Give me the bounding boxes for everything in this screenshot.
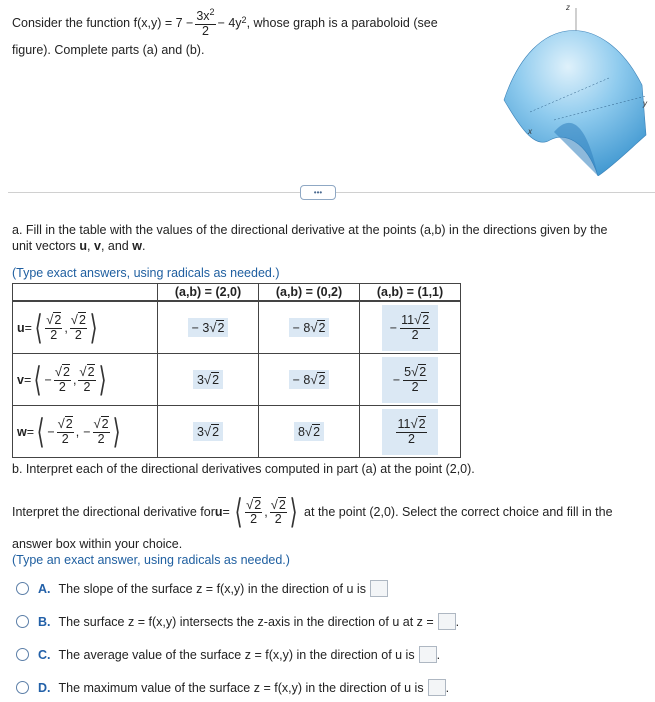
interpret-line: Interpret the directional derivative for u = ⟨ $\frac{√2}{2}$ , $\frac{√2}{2}$ ⟩ at the point (2,0). Select the correct choice and fill in the <box>12 493 613 531</box>
paraboloid-surface <box>504 30 646 176</box>
col-header-1: (a,b) = (2,0) <box>158 284 259 302</box>
vector-v-cell: v = ⟨ − $\frac{√2}{2}$ , $\frac{√2}{2}$ ⟩ <box>13 354 158 406</box>
answer-box[interactable]: − 8 √2 <box>289 318 330 337</box>
vector-label: v <box>17 372 24 387</box>
intro-post-b: , whose graph is a paraboloid (see <box>246 16 438 30</box>
radio-button[interactable] <box>16 582 29 595</box>
answer-cell <box>158 406 259 458</box>
x-axis-label: x <box>528 127 532 136</box>
option-text: The average value of the surface z = f(x,y) in the direction of u is <box>58 647 415 662</box>
table-row <box>13 301 461 354</box>
answer-cell <box>158 354 259 406</box>
directional-derivative-table <box>12 283 461 458</box>
part-a-note: (Type exact answers, using radicals as needed.) <box>12 266 280 280</box>
paraboloid-figure <box>494 0 654 176</box>
table-row <box>13 354 461 406</box>
option-a[interactable] <box>16 580 388 597</box>
option-c[interactable]: C. The average value of the surface z = f(x,y) in the direction of u is . <box>16 646 440 663</box>
answer-box[interactable]: − 3 √2 <box>188 318 229 337</box>
coefficient-fraction: $\frac{3x^2}{2}$ <box>196 7 215 38</box>
problem-line-2: figure). Complete parts (a) and (b). <box>12 43 205 57</box>
answer-box[interactable]: 8 √2 <box>294 422 324 441</box>
part-a-instruction: a. Fill in the table with the values of the directional derivative at the points (a,b) in the directions given by the unit vectors u, v, and w. <box>12 223 608 253</box>
answer-cell <box>259 406 360 458</box>
option-d[interactable]: D. The maximum value of the surface z = f(x,y) in the direction of u is . <box>16 679 449 696</box>
radio-button[interactable] <box>16 648 29 661</box>
option-text: The surface z = f(x,y) intersects the z-axis in the direction of u at z = <box>58 614 434 629</box>
paraboloid-graph <box>494 0 654 176</box>
option-letter: B. <box>38 614 51 629</box>
table-row <box>13 406 461 458</box>
part-b-instruction: b. Interpret each of the directional derivatives computed in part (a) at the point (2,0). <box>12 462 475 476</box>
table-body <box>13 301 461 458</box>
expand-button[interactable]: ••• <box>300 185 336 200</box>
col-header-2: (a,b) = (0,2) <box>259 284 360 302</box>
vector-u-cell: u = ⟨ $\frac{√2}{2}$ , $\frac{√2}{2}$ ⟩ <box>13 301 158 354</box>
z-axis-label: z <box>566 3 570 12</box>
part-b-note: (Type an exact answer, using radicals as needed.) <box>12 553 290 567</box>
intro-pre: Consider the function f(x,y) = 7 − <box>12 16 194 30</box>
answer-cell <box>360 301 461 354</box>
intro-post-a: − 4y <box>217 16 242 30</box>
answer-box[interactable]: $\frac{11√2}{2}$ <box>382 409 438 455</box>
answer-box[interactable]: − 8 √2 <box>289 370 330 389</box>
answer-cell <box>259 354 360 406</box>
option-letter: C. <box>38 647 51 662</box>
option-b[interactable]: B. The surface z = f(x,y) intersects the z-axis in the direction of u at z = . <box>16 613 459 630</box>
radio-button[interactable] <box>16 615 29 628</box>
answer-cell <box>158 301 259 354</box>
answer-box[interactable]: − $\frac{11√2}{2}$ <box>382 305 438 351</box>
radio-button[interactable] <box>16 681 29 694</box>
col-header-3: (a,b) = (1,1) <box>360 284 461 302</box>
vector-label: u <box>17 320 25 335</box>
answer-input-box[interactable] <box>370 580 388 597</box>
option-text: The slope of the surface z = f(x,y) in the direction of u is <box>58 581 366 596</box>
problem-line-1: Consider the function f(x,y) = 7 − $\frac{3x^2}{2}$ − 4y $^2$ , whose graph is a paraboloid (see <box>12 7 438 38</box>
answer-box[interactable]: − $\frac{5√2}{2}$ <box>382 357 438 403</box>
answer-input-box[interactable] <box>438 613 456 630</box>
option-letter: D. <box>38 680 51 695</box>
answer-cell <box>360 354 461 406</box>
u-vector: ⟨ $\frac{√2}{2}$ , $\frac{√2}{2}$ ⟩ <box>234 493 298 531</box>
interpret-line-2: answer box within your choice. <box>12 537 183 551</box>
answer-box[interactable]: 3 √2 <box>193 422 223 441</box>
answer-box[interactable]: 3 √2 <box>193 370 223 389</box>
option-letter: A. <box>38 581 51 596</box>
answer-input-box[interactable] <box>419 646 437 663</box>
corner-header <box>13 284 158 302</box>
option-text: The maximum value of the surface z = f(x,y) in the direction of u is <box>58 680 424 695</box>
vector-w-cell: w = ⟨ − $\frac{√2}{2}$ , − $\frac{√2}{2}$ ⟩ <box>13 406 158 458</box>
answer-cell <box>259 301 360 354</box>
answer-cell <box>360 406 461 458</box>
y-axis-label: y <box>643 99 647 108</box>
problem-statement <box>12 6 482 57</box>
vector-label: w <box>17 424 27 439</box>
answer-input-box[interactable] <box>428 679 446 696</box>
